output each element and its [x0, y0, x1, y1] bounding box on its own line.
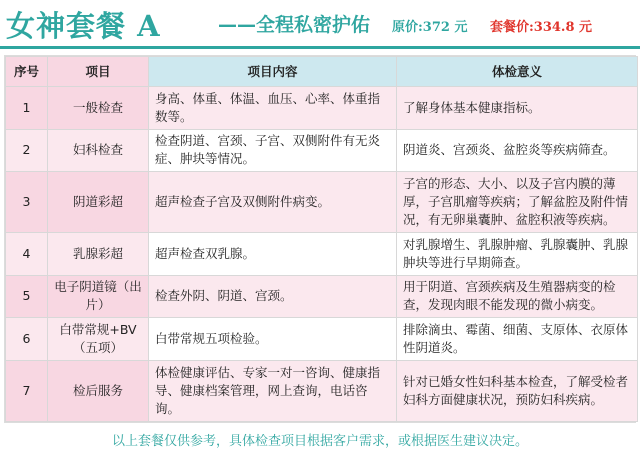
header-content: 项目内容: [149, 57, 397, 87]
row-meaning: 排除滴虫、霉菌、细菌、支原体、衣原体性阴道炎。: [397, 318, 638, 361]
table-row: [6, 360, 638, 421]
header-meaning: 体检意义: [397, 57, 638, 87]
row-item: 乳腺彩超: [48, 233, 149, 276]
row-item: 电子阴道镜（出片）: [48, 275, 149, 318]
table-row: [6, 87, 638, 130]
row-meaning: 对乳腺增生、乳腺肿瘤、乳腺囊肿、乳腺肿块等进行早期筛查。: [397, 233, 638, 276]
row-no: 3: [6, 172, 48, 233]
row-no: 5: [6, 275, 48, 318]
table-row: [6, 172, 638, 233]
row-meaning: 子宫的形态、大小、以及子宫内膜的薄厚，子宫肌瘤等疾病；了解盆腔及附件情况，有无卵巢囊肿、盆腔积液等疾病。: [397, 172, 638, 233]
row-no: 1: [6, 87, 48, 130]
row-content: 检查外阴、阴道、宫颈。: [149, 275, 397, 318]
row-no: 6: [6, 318, 48, 361]
header-item: 项目: [48, 57, 149, 87]
row-item: 检后服务: [48, 360, 149, 421]
row-item: 一般检查: [48, 87, 149, 130]
row-content: 白带常规五项检验。: [149, 318, 397, 361]
row-no: 7: [6, 360, 48, 421]
header-no: 序号: [6, 57, 48, 87]
table-row: [6, 233, 638, 276]
row-content: 超声检查子宫及双侧附件病变。: [149, 172, 397, 233]
row-item: 阴道彩超: [48, 172, 149, 233]
row-content: 体检健康评估、专家一对一咨询、健康指导、健康档案管理，网上查询，电话咨询。: [149, 360, 397, 421]
row-no: 4: [6, 233, 48, 276]
row-meaning: 针对已婚女性妇科基本检查，了解受检者妇科方面健康状况，预防妇科疾病。: [397, 360, 638, 421]
row-item: 白带常规+BV（五项）: [48, 318, 149, 361]
package-table: [4, 55, 636, 423]
table-row: [6, 129, 638, 172]
table-header-row: [6, 57, 638, 87]
row-meaning: 用于阴道、宫颈疾病及生殖器病变的检查，发现肉眼不能发现的微小病变。: [397, 275, 638, 318]
table-row: [6, 275, 638, 318]
package-subtitle: ——全程私密护佑: [218, 14, 371, 36]
row-content: 超声检查双乳腺。: [149, 233, 397, 276]
original-price: 原价:372 元: [392, 20, 468, 35]
row-meaning: 了解身体基本健康指标。: [397, 87, 638, 130]
package-price: 套餐价:334.8 元: [490, 20, 593, 35]
row-content: 检查阴道、宫颈、子宫、双侧附件有无炎症、肿块等情况。: [149, 129, 397, 172]
row-meaning: 阴道炎、宫颈炎、盆腔炎等疾病筛查。: [397, 129, 638, 172]
title-divider: [0, 46, 640, 49]
footer-note: 以上套餐仅供参考，具体检查项目根据客户需求，或根据医生建议决定。: [111, 434, 528, 449]
page-header: [0, 0, 640, 50]
row-no: 2: [6, 129, 48, 172]
table-row: [6, 318, 638, 361]
row-content: 身高、体重、体温、血压、心率、体重指数等。: [149, 87, 397, 130]
package-title: 女神套餐 A: [6, 9, 161, 43]
row-item: 妇科检查: [48, 129, 149, 172]
